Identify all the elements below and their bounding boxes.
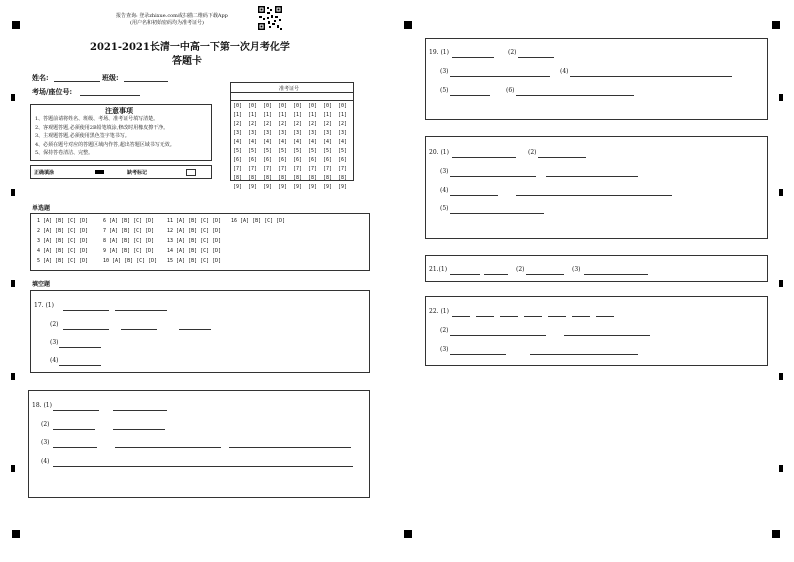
exam-id-bubble[interactable]: [4] [293, 139, 303, 145]
notice-line-1: 报告查询: 登录zhixue.com或扫描二维码下载App [116, 13, 228, 19]
exam-id-bubble[interactable]: [2] [278, 121, 288, 127]
exam-id-bubble[interactable]: [3] [248, 130, 258, 136]
exam-id-label: 准考证号 [279, 86, 300, 92]
exam-id-bubble[interactable]: [1] [323, 112, 333, 118]
q21-box [425, 255, 768, 282]
mcq-question-row[interactable]: 4 [A] [B] [C] [D] [37, 248, 89, 254]
exam-id-bubble[interactable]: [3] [338, 130, 348, 136]
mcq-question-row[interactable]: 11 [A] [B] [C] [D] [167, 218, 222, 224]
q19-part-2: (2) [508, 49, 517, 56]
notes-item: 1、答题前请将姓名、班级、考场、准考证号填写清楚。 [35, 116, 159, 122]
answer-line[interactable] [452, 316, 470, 317]
answer-line[interactable] [518, 57, 554, 58]
exam-id-bubble[interactable]: [4] [338, 139, 348, 145]
exam-id-bubble[interactable]: [5] [308, 148, 318, 154]
answer-line[interactable] [450, 354, 506, 355]
q20-box [425, 136, 768, 239]
exam-id-bubble[interactable]: [4] [263, 139, 273, 145]
answer-line[interactable] [584, 274, 648, 275]
exam-id-bubble[interactable]: [1] [233, 112, 243, 118]
q18-part-1: 18. (1) [32, 402, 52, 409]
mcq-question-row[interactable]: 3 [A] [B] [C] [D] [37, 238, 89, 244]
exam-id-column [248, 102, 257, 192]
q19-box [425, 38, 768, 120]
mcq-question-row[interactable]: 2 [A] [B] [C] [D] [37, 228, 89, 234]
answer-line[interactable] [450, 195, 498, 196]
corner-mark-tr [772, 21, 780, 29]
exam-id-bubble[interactable]: [0] [323, 103, 333, 109]
mcq-box [30, 213, 370, 271]
answer-line[interactable] [530, 354, 638, 355]
corner-mark-tl [12, 21, 20, 29]
exam-id-bubble[interactable]: [5] [278, 148, 288, 154]
timing-mark [11, 465, 15, 472]
mcq-question-row[interactable]: 16 [A] [B] [C] [D] [231, 218, 286, 224]
exam-id-column [293, 102, 302, 192]
exam-id-bubble[interactable]: [8] [263, 175, 273, 181]
exam-id-bubble[interactable]: [1] [278, 112, 288, 118]
exam-id-bubble[interactable]: [6] [278, 157, 288, 163]
exam-id-bubble[interactable]: [1] [248, 112, 258, 118]
exam-id-bubble[interactable]: [8] [323, 175, 333, 181]
exam-id-column [278, 102, 287, 192]
exam-id-bubble[interactable]: [2] [263, 121, 273, 127]
exam-id-column [308, 102, 317, 192]
q17-part-1: 17. (1) [34, 302, 54, 309]
page-title: 2021-2021长清一中高一下第一次月考化学 [90, 42, 290, 53]
corner-mark-bl [12, 530, 20, 538]
q19-part-6: (6) [506, 87, 515, 94]
exam-id-column [263, 102, 272, 192]
mcq-question-row[interactable]: 6 [A] [B] [C] [D] [103, 218, 155, 224]
exam-id-bubble[interactable]: [8] [233, 175, 243, 181]
answer-line[interactable] [538, 157, 586, 158]
exam-id-bubble[interactable]: [7] [293, 166, 303, 172]
answer-line[interactable] [53, 429, 95, 430]
mcq-question-row[interactable]: 5 [A] [B] [C] [D] [37, 258, 89, 264]
exam-id-bubble[interactable]: [5] [293, 148, 303, 154]
mcq-question-row[interactable]: 10 [A] [B] [C] [D] [103, 258, 158, 264]
exam-id-bubble[interactable]: [4] [278, 139, 288, 145]
exam-id-bubble[interactable]: [9] [248, 184, 258, 190]
q20-part-5: (5) [440, 205, 449, 212]
notes-box [30, 104, 212, 161]
mcq-question-row[interactable]: 1 [A] [B] [C] [D] [37, 218, 89, 224]
answer-line[interactable] [59, 347, 101, 348]
answer-line[interactable] [53, 410, 99, 411]
notes-item: 4、必须在题号对应的答题区域内作答,超出答题区域书写无效。 [35, 141, 175, 148]
correct-fill-sample [95, 170, 104, 174]
exam-id-bubble[interactable]: [0] [233, 103, 243, 109]
exam-id-bubble[interactable]: [9] [263, 184, 273, 190]
q17-part-4: (4) [50, 357, 59, 364]
class-label: 班级: [102, 73, 119, 82]
answer-line[interactable] [53, 447, 97, 448]
fill-title: 填空题 [32, 281, 51, 288]
q20-part-1: 20. (1) [429, 149, 449, 156]
q17-part-2: (2) [50, 321, 59, 328]
q20-part-4: (4) [440, 187, 449, 194]
answer-line[interactable] [450, 213, 544, 214]
answer-line[interactable] [546, 176, 638, 177]
timing-mark [11, 189, 15, 196]
seat-field[interactable] [80, 95, 140, 96]
mcq-question-row[interactable]: 13 [A] [B] [C] [D] [167, 238, 222, 244]
exam-id-bubble[interactable]: [0] [293, 103, 303, 109]
class-field[interactable] [124, 81, 168, 82]
answer-line[interactable] [526, 274, 564, 275]
exam-id-bubble[interactable]: [4] [308, 139, 318, 145]
exam-id-bubble[interactable]: [2] [308, 121, 318, 127]
exam-id-bubble[interactable]: [4] [248, 139, 258, 145]
answer-line[interactable] [121, 329, 157, 330]
answer-line[interactable] [113, 410, 167, 411]
q22-part-3: (3) [440, 346, 449, 353]
q22-part-2: (2) [440, 327, 449, 334]
mcq-question-row[interactable]: 7 [A] [B] [C] [D] [103, 228, 155, 234]
exam-id-bubble[interactable]: [9] [278, 184, 288, 190]
q21-part-1: 21.(1) [429, 266, 448, 273]
exam-id-bubble[interactable]: [4] [233, 139, 243, 145]
exam-id-bubble[interactable]: [8] [293, 175, 303, 181]
exam-id-bubble[interactable]: [2] [233, 121, 243, 127]
exam-id-bubble[interactable]: [7] [308, 166, 318, 172]
exam-id-bubble[interactable]: [7] [323, 166, 333, 172]
exam-id-bubble[interactable]: [6] [263, 157, 273, 163]
mcq-question-row[interactable]: 14 [A] [B] [C] [D] [167, 248, 222, 254]
mcq-question-row[interactable]: 8 [A] [B] [C] [D] [103, 238, 155, 244]
exam-id-bubble[interactable]: [1] [263, 112, 273, 118]
exam-id-bubble[interactable]: [9] [233, 184, 243, 190]
page-subtitle: 答题卡 [172, 56, 202, 67]
timing-mark [11, 280, 15, 287]
timing-mark [779, 465, 783, 472]
exam-id-bubble[interactable]: [7] [278, 166, 288, 172]
q21-part-2: (2) [516, 266, 525, 273]
exam-id-bubble[interactable]: [7] [263, 166, 273, 172]
answer-line[interactable] [516, 195, 672, 196]
exam-id-bubble[interactable]: [6] [338, 157, 348, 163]
answer-line[interactable] [229, 447, 351, 448]
q17-box [30, 290, 370, 373]
corner-mark-bc [404, 530, 412, 538]
exam-id-bubble[interactable]: [8] [278, 175, 288, 181]
answer-line[interactable] [115, 310, 167, 311]
exam-id-box [230, 82, 354, 190]
answer-line[interactable] [452, 57, 494, 58]
mcq-question-row[interactable]: 12 [A] [B] [C] [D] [167, 228, 222, 234]
exam-id-bubble[interactable]: [8] [338, 175, 348, 181]
answer-line[interactable] [500, 316, 518, 317]
exam-id-bubble[interactable]: [3] [323, 130, 333, 136]
answer-line[interactable] [452, 157, 516, 158]
exam-id-bubble[interactable]: [3] [308, 130, 318, 136]
answer-line[interactable] [179, 329, 211, 330]
exam-id-bubble[interactable]: [8] [248, 175, 258, 181]
correct-fill-label: 正确填涂 [34, 170, 55, 176]
answer-line[interactable] [572, 316, 590, 317]
answer-line[interactable] [450, 335, 546, 336]
q19-part-5: (5) [440, 87, 449, 94]
exam-id-column [338, 102, 347, 192]
seat-label: 考场/座位号: [32, 87, 73, 96]
exam-id-bubble[interactable]: [2] [323, 121, 333, 127]
exam-id-column [233, 102, 242, 192]
exam-id-bubble[interactable]: [3] [293, 130, 303, 136]
exam-id-bubble[interactable]: [5] [323, 148, 333, 154]
answer-line[interactable] [63, 329, 109, 330]
q18-part-4: (4) [41, 458, 50, 465]
exam-id-bubble[interactable]: [6] [308, 157, 318, 163]
answer-line[interactable] [570, 76, 732, 77]
exam-id-bubble[interactable]: [6] [293, 157, 303, 163]
exam-id-bubble[interactable]: [5] [248, 148, 258, 154]
timing-mark [779, 373, 783, 380]
answer-line[interactable] [516, 95, 634, 96]
exam-id-bubble[interactable]: [9] [338, 184, 348, 190]
answer-line[interactable] [564, 335, 650, 336]
q22-part-1: 22. (1) [429, 308, 449, 315]
exam-id-bubble[interactable]: [2] [248, 121, 258, 127]
answer-line[interactable] [548, 316, 566, 317]
answer-line[interactable] [484, 274, 508, 275]
exam-id-bubble[interactable]: [7] [338, 166, 348, 172]
corner-mark-br [772, 530, 780, 538]
mcq-question-row[interactable]: 9 [A] [B] [C] [D] [103, 248, 155, 254]
answer-line[interactable] [115, 447, 221, 448]
exam-id-bubble[interactable]: [9] [308, 184, 318, 190]
exam-id-bubble[interactable]: [1] [293, 112, 303, 118]
missing-mark-checkbox[interactable] [186, 169, 196, 176]
exam-id-bubble[interactable]: [6] [323, 157, 333, 163]
exam-id-bubble[interactable]: [5] [338, 148, 348, 154]
exam-id-column [323, 102, 332, 192]
q20-part-2: (2) [528, 149, 537, 156]
q20-part-3: (3) [440, 168, 449, 175]
exam-id-bubble[interactable]: [9] [323, 184, 333, 190]
exam-id-bubble[interactable]: [3] [233, 130, 243, 136]
exam-id-bubble[interactable]: [7] [248, 166, 258, 172]
exam-id-bubble[interactable]: [0] [278, 103, 288, 109]
exam-id-bubble[interactable]: [7] [233, 166, 243, 172]
timing-mark [779, 280, 783, 287]
fill-legend-box [30, 165, 212, 179]
answer-line[interactable] [450, 274, 480, 275]
exam-id-bubble[interactable]: [5] [233, 148, 243, 154]
mcq-question-row[interactable]: 15 [A] [B] [C] [D] [167, 258, 222, 264]
qr-code-icon [257, 5, 283, 31]
exam-id-bubble[interactable]: [4] [323, 139, 333, 145]
answer-line[interactable] [113, 429, 165, 430]
answer-line[interactable] [450, 95, 490, 96]
missing-mark-label: 缺考标记 [127, 170, 148, 176]
notes-item: 5、保持答卷清洁、完整。 [35, 150, 94, 156]
answer-line[interactable] [450, 176, 536, 177]
q18-part-3: (3) [41, 439, 50, 446]
exam-id-bubble[interactable]: [0] [308, 103, 318, 109]
notice-line-2: (用户名和初始密码均为准考证号) [130, 20, 204, 26]
timing-mark [779, 189, 783, 196]
answer-line[interactable] [59, 365, 101, 366]
q18-box [28, 390, 370, 498]
mcq-title: 单选题 [32, 205, 51, 212]
name-label: 姓名: [32, 73, 49, 82]
answer-line[interactable] [63, 310, 109, 311]
exam-id-bubble[interactable]: [0] [248, 103, 258, 109]
timing-mark [11, 94, 15, 101]
exam-id-bubble[interactable]: [6] [233, 157, 243, 163]
exam-id-bubble[interactable]: [1] [308, 112, 318, 118]
notes-item: 3、主观题答题,必须使用黑色签字笔书写。 [35, 133, 130, 139]
name-field[interactable] [54, 81, 100, 82]
answer-line[interactable] [476, 316, 494, 317]
answer-line[interactable] [524, 316, 542, 317]
exam-id-bubble[interactable]: [8] [308, 175, 318, 181]
exam-id-bubble[interactable]: [6] [248, 157, 258, 163]
notes-title: 注意事项 [105, 106, 133, 115]
q21-part-3: (3) [572, 266, 581, 273]
q19-part-3: (3) [440, 68, 449, 75]
exam-id-bubble[interactable]: [3] [278, 130, 288, 136]
timing-mark [779, 94, 783, 101]
exam-id-bubble[interactable]: [3] [263, 130, 273, 136]
exam-id-bubble[interactable]: [2] [338, 121, 348, 127]
answer-line[interactable] [596, 316, 614, 317]
notes-item: 2、客观题答题,必须使用2B铅笔填涂,修改时用橡皮擦干净。 [35, 124, 169, 131]
corner-mark-tc [404, 21, 412, 29]
exam-id-bubble[interactable]: [0] [338, 103, 348, 109]
exam-id-bubble[interactable]: [5] [263, 148, 273, 154]
exam-id-bubble[interactable]: [0] [263, 103, 273, 109]
exam-id-bubble[interactable]: [1] [338, 112, 348, 118]
exam-id-bubble[interactable]: [2] [293, 121, 303, 127]
q19-part-4: (4) [560, 68, 569, 75]
exam-id-bubble[interactable]: [9] [293, 184, 303, 190]
q18-part-2: (2) [41, 421, 50, 428]
q17-part-3: (3) [50, 339, 59, 346]
q19-part-1: 19. (1) [429, 49, 449, 56]
q22-box [425, 296, 768, 366]
answer-line[interactable] [450, 76, 550, 77]
timing-mark [11, 373, 15, 380]
answer-line[interactable] [53, 466, 353, 467]
